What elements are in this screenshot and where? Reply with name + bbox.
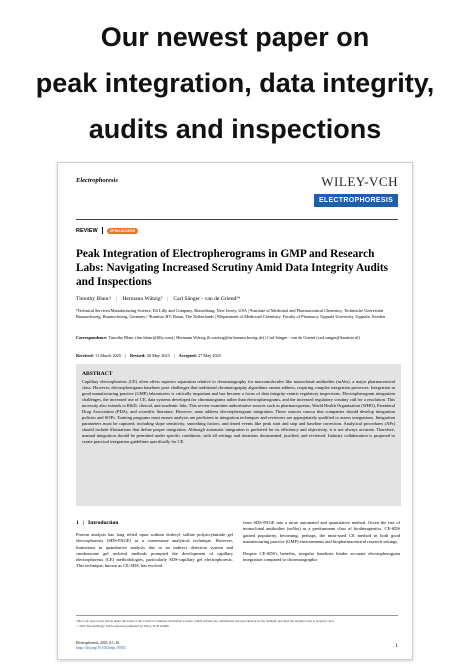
author-name: Hermann Wätzig² [122,296,163,302]
correspondence-text: Timothy Blanc (tim.blanc@lilly.com) | Hermann Wätzig (h.waetzig@tu-braunschweig.de) | Carl Sänger - van de Griend (carl.sanger@kantisto.nl) [108,335,360,340]
article-type-label: REVIEW [76,227,98,234]
date-separator: | [173,353,175,358]
banner-heading [0,14,470,152]
article-dates [76,353,221,358]
accepted-label: Accepted: [178,353,197,358]
journal-label: Electrophoresis [76,177,118,184]
section-number: 1 [76,520,79,526]
copyright-text: © 2025 The Author(s). Electrophoresis published by Wiley-VCH GmbH. [76,623,170,628]
intro-paragraph: Despite CE-SDS's benefits, irregular baselines hinder accurate electropherogram integration compared to chromatographic [243,551,400,563]
section-title: Introduction [88,520,119,526]
banner-line-2: peak integration, data integrity, [35,68,435,98]
footer-citation: Electrophoresis, 2025; 0:1–16 [76,641,120,645]
paper-first-page [57,162,413,660]
intro-paragraph: Protein analysis has long relied upon sodium dodecyl sulfate polyacrylamide gel electrophoresis (SDS-PAGE) as a cornerstone analytical technique. However, limitations in quantitative analysis due to an indirect detection system and cumbersome gel archival methods prompted the development of capillary electrophoresis (CE) methodologies, particularly SDS-capillary gel electrophoresis. This technique, known as CE-SDS, has evolved [76,532,233,569]
license-footnote [76,619,401,628]
author-name: Timothy Blanc¹ [76,296,112,302]
author-name: Carl Sänger - van de Griend³⁴ [173,296,240,302]
abstract-box [76,364,401,506]
revised-date: 20 May 2025 [146,353,170,358]
author-separator: | [116,296,118,302]
revised-label: Revised: [129,353,146,358]
article-type-divider [102,227,103,234]
article-type-row [76,227,138,234]
banner-line-1: Our newest paper on [100,22,370,52]
publisher-logo: WILEY-VCH [321,174,398,189]
accepted-date: 27 May 2025 [198,353,221,358]
intro-paragraph: from SDS-PAGE into a more automated and quantitative method. Given the rise of monoclonal antibodies (mAbs) as a predominant class of biotherapeutics, CE-SDS gained popularity, becoming, perhaps, the most-used CE method in both good manufacturing practice (GMP) environments and biopharmaceutical research settings. [243,520,400,544]
license-text: This is an open access article under the terms of the Creative Commons Attribution License, which permits use, distribution and reproduction in any medium, provided the original work is properly cited. [76,619,335,623]
correspondence [76,335,401,341]
intro-column-left [76,532,233,570]
section-heading [76,520,118,526]
paper-title: Peak Integration of Electropherograms in GMP and Research Labs: Navigating Increased Scrutiny Amid Data Integrity Audits and Inspections [76,248,389,288]
doi-link[interactable]: https://doi.org/10.1002/elps.70002 [76,646,126,650]
banner-line-3: audits and inspections [88,114,382,144]
abstract-text: Capillary electrophoresis (CE) often offers superior separation relative to chromatography for macromolecules like monoclonal antibodies (mAbs), a major pharmaceutical class. However, electropherogram baselines pose challenges that traditional chromatography algorithms cannot address, requiring complex integration processes. Integration in good manufacturing practice (GMP) laboratories is critically important and has become a focus of data integrity-centric regulatory inspections. Electropherogram integration challenges, the increased use of CE, data systems developed for chromatograms rather than electropherograms, and the increased regulatory scrutiny call for a resolution. This necessity also extends to R&D, clinical, and academic labs. This review examines authoritative sources such as pharmacopoeias, World Health Organization (WHO), Parenteral Drug Association (PDA), and scientific literature. However, none address electropherogram integration. These sources concur that companies should develop integration policies and SOPs. Training programs must ensure analysts are proficient in integration techniques and reviewers are appropriately qualified to assess integrations. Integration parameters must be captured, including slope sensitivity, smoothing factors, and timed events like peak start and stop and baseline correction. Analytical procedures (APs) should include illustrations that define proper integration. Although automatic integration is preferred for its efficiency and objectivity, it is not always accurate. Therefore, manual integration should be permitted under specific conditions, with all settings and iterations documented, justified, and reviewed. Industry collaboration is proposed to create practical integration guidelines specifically for CE. [82,379,395,445]
correspondence-label: Correspondence: [76,335,108,340]
received-label: Received: [76,353,94,358]
journal-name-bar: ELECTROPHORESIS [314,194,398,207]
author-separator: | [167,296,169,302]
page-footer [76,641,126,651]
author-list [76,296,240,302]
page-number: 1 [395,643,398,649]
affiliations: ¹Technical Services/Manufacturing Science, Eli Lilly and Company, Branchburg, New Jersey, USA | ²Institute of Medicinal and Pharmaceutical Chemistry, Technische Universität Braunschweig, Braunschweig, Germany | ³Kantisto BV, Baarn, The Netherlands | ⁴Department of Medicinal Chemistry, Faculty of Pharmacy, Uppsala University, Uppsala, Sweden [76,308,386,319]
footnote-divider [76,615,398,616]
abstract-heading: ABSTRACT [82,371,113,377]
open-access-badge: OPEN ACCESS [107,228,138,234]
intro-column-right [243,520,400,564]
header-divider [76,219,398,220]
section-divider: | [82,520,85,526]
received-date: 11 March 2025 [94,353,122,358]
date-separator: | [125,353,126,358]
